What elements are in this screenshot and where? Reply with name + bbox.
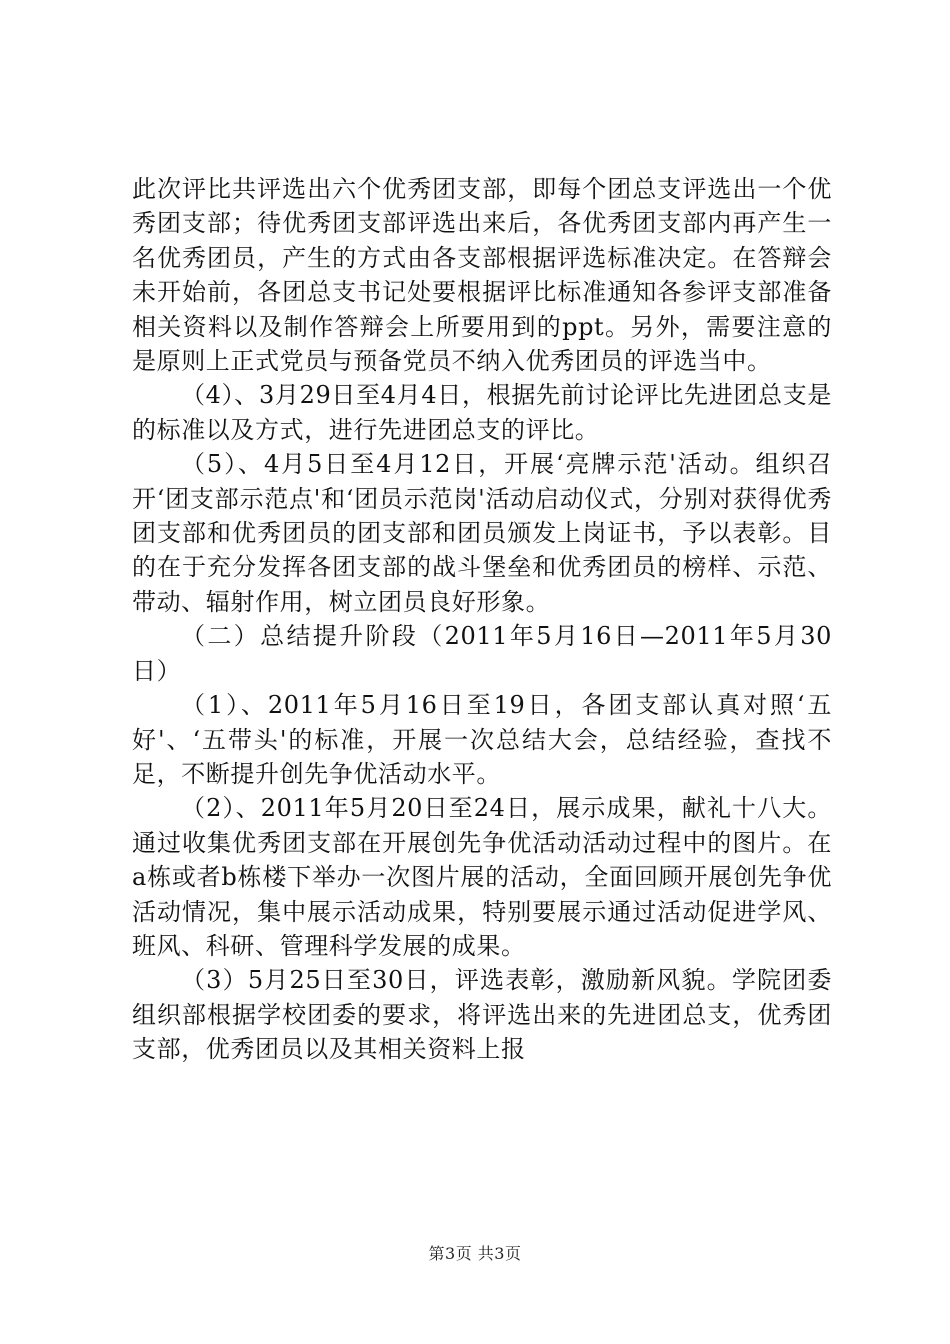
paragraph-6: （2）、2011年5月20日至24日，展示成果，献礼十八大。通过收集优秀团支部在开展创先争优活动活动过程中的图片。在a栋或者b栋楼下举办一次图片展的活动，全面回顾开展创先争优活动情况，集中展示活动成果，特别要展示通过活动促进学风、班风、科研、管理科学发展的成果。 [132, 794, 832, 960]
paragraph-5: （1）、2011年5月16日至19日，各团支部认真对照‘五好'、‘五带头'的标准，开展一次总结大会，总结经验，查找不足，不断提升创先争优活动水平。 [132, 691, 832, 788]
paragraph-2: （4）、3月29日至4月4日，根据先前讨论评比先进团总支是的标准以及方式，进行先进团总支的评比。 [132, 381, 832, 444]
paragraph-1: 此次评比共评选出六个优秀团支部，即每个团总支评选出一个优秀团支部；待优秀团支部评选出来后，各优秀团支部内再产生一名优秀团员，产生的方式由各支部根据评选标准决定。在答辩会未开始前，各团总支书记处要根据评比标准通知各参评支部准备相关资料以及制作答辩会上所要用到的ppt。另外，需要注意的是原则上正式党员与预备党员不纳入优秀团员的评选当中。 [132, 175, 832, 376]
document-body [132, 172, 832, 1067]
section-heading-summary-stage: （二）总结提升阶段（2011年5月16日—2011年5月30日） [132, 622, 832, 685]
paragraph-3: （5）、4月5日至4月12日，开展‘亮牌示范'活动。组织召开‘团支部示范点'和‘团员示范岗'活动启动仪式，分别对获得优秀团支部和优秀团员的团支部和团员颁发上岗证书，予以表彰。目的在于充分发挥各团支部的战斗堡垒和优秀团员的榜样、示范、带动、辐射作用，树立团员良好形象。 [132, 450, 832, 616]
paragraph-7: （3）5月25日至30日，评选表彰，激励新风貌。学院团委组织部根据学校团委的要求，将评选出来的先进团总支，优秀团支部，优秀团员以及其相关资料上报 [132, 966, 832, 1064]
page-number-footer: 第3页 共3页 [428, 1244, 522, 1263]
